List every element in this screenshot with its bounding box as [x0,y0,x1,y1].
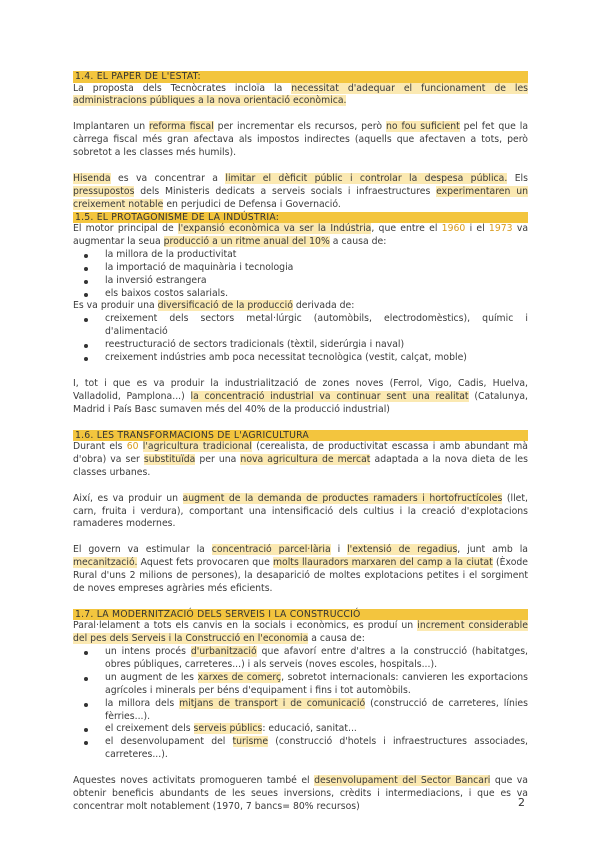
list-item: creixement indústries amb poca necessitat tecnològica (vestit, calçat, moble) [105,352,528,365]
text: per una [195,453,241,465]
list-item: la importació de maquinària i tecnologia [105,262,528,275]
text: a causa de: [329,235,387,247]
highlight: substituïda [143,453,196,465]
text: (cerealista, de productivitat escassa i amb abundant mà d'obra) va ser [73,441,528,465]
highlight: nova agricultura de mercat [240,453,371,465]
paragraph [73,121,528,160]
list-item: creixement dels sectors metal·lúrgic (automòbils, electrodomèstics), químic i d'alimentació [105,313,528,338]
highlight: l'extensió de regadius [347,544,458,556]
text: un intens procés [105,646,191,658]
text: I, tot i que es va produir la industrialització de zones noves (Ferrol, Vigo, Cadis, Huelva, Valladolid, Pamplona...) [73,377,528,402]
text: dels Ministeris dedicats a serveis socials i infraestructures [134,185,437,197]
text: Aquest fets provocaren que [137,557,273,569]
text: Els [507,172,528,184]
text: adaptada a la nova dieta de les classes urbanes. [73,453,528,478]
text: la millora dels [105,697,180,709]
paragraph [73,223,528,249]
text: (llet, carn, fruita i verdura), comportant una intensificació dels cultius i la creació d'explotacions ramaderes modernes. [73,492,528,530]
text: : educació, sanitat... [262,723,357,735]
text: que afavorí entre d'altres a la construcció (habitatges, obres públiques, carreteres...) i als serveis (noves escoles, hospitals...). [105,646,528,670]
list-item: reestructuració de sectors tradicionals (tèxtil, siderúrgia i naval) [105,339,528,352]
text: (construcció d'hotels i infraestructures associades, carreteres...). [105,736,528,761]
text: Durant els [73,441,127,452]
list-item: els baixos costos salarials. [105,288,528,301]
text: Paral·lelament a tots els canvis en la socials i econòmics, es produí un [73,620,418,632]
highlight: diversificació de la producció [157,300,293,312]
paragraph [73,173,528,212]
text: i el [465,223,489,235]
highlight: d'urbanització [190,646,257,658]
text: (construcció de carreteres, línies fèrries...). [105,697,528,722]
text: per incrementar els recursos, però [213,121,386,133]
text: (Catalunya, Madrid i País Basc sumaven més del 40% de la producció industrial) [73,390,528,415]
section-title-1-4: 1.4. EL PAPER DE L'ESTAT: [73,71,528,83]
page-number: 2 [518,796,525,809]
section-title-1-5: 1.5. EL PROTAGONISME DE LA INDÚSTRIA: [73,212,528,224]
text: Implantaren un [73,121,150,133]
list-item [105,723,528,736]
highlight: xarxes de comerç [197,671,282,683]
bullet-list [73,646,528,762]
highlight: necessitat d'adequar el funcionament de les administracions públiques a la nova orientació econòmica. [73,82,529,107]
highlight: producció a un ritme anual del 10% [163,235,330,247]
highlight: mitjans de transport i de comunicació [179,697,366,709]
paragraph [73,378,528,417]
highlight: experimentaren un creixement notable [73,185,528,210]
text: el desenvolupament del [105,736,233,748]
paragraph [73,544,528,596]
highlight: l'agricultura tradicional [142,441,253,452]
paragraph [73,493,528,532]
text: , sobretot internacionals: canvieren les exportacions agrícoles i minerals per béns d'equipament i fins i tot automòbils. [105,671,528,696]
highlight: concentració parcel·lària [211,544,331,556]
highlight: limitar el dèficit públic i controlar la despesa pública. [225,172,508,184]
paragraph [73,775,528,814]
text: es va concentrar a [110,172,226,184]
highlight: augment de la demanda de productes ramaders i hortofructícoles [182,492,503,504]
text: El govern va estimular la [73,544,212,556]
highlight: no fou suficient [385,121,460,133]
text: que va obtenir beneficis abundants de les seues inversions, crèdits i intermediacions, i que es va concentrar molt notablement (1970, 7 bancs= 80% recursos) [73,775,529,812]
highlight: increment considerable del pes dels Serveis i la Construcció en l'economia [73,620,528,645]
text: , que entre el [371,223,442,235]
text: El motor principal de [73,223,178,235]
list-item [105,672,528,698]
highlight: turisme [232,736,269,748]
year: 60 [126,441,139,452]
text: , junt amb la [457,544,528,556]
year: 1973 [488,223,513,235]
highlight: la concentració industrial va continuar sent una realitat [190,390,469,402]
highlight: mecanització. [73,557,138,569]
highlight: pressupostos [73,185,135,197]
highlight: l'expansió econòmica va ser la Indústria [177,223,372,235]
text: i [330,544,348,556]
text: (Èxode Rural d'uns 2 milions de persones), la desaparició de moltes explotacions petites i el sorgiment de noves empreses agràries més eficients. [73,557,529,594]
bullet-list [73,313,528,365]
text: derivada de: [292,300,355,312]
text: Es va produir una [73,300,158,312]
list-item [105,698,528,724]
section-title-1-7: 1.7. LA MODERNITZACIÓ DELS SERVEIS I LA CONSTRUCCIÓ [73,609,528,621]
paragraph [73,300,528,313]
year: 1960 [441,223,466,235]
text: va augmentar la seua [73,223,529,247]
highlight: reforma fiscal [149,121,214,133]
text: el creixement dels [105,723,194,735]
bullet-list [73,249,528,301]
text: Així, es va produir un [73,492,183,504]
list-item: la millora de la productivitat [105,249,528,262]
list-item [105,736,528,762]
text: a causa de: [308,633,365,645]
paragraph [73,620,528,646]
paragraph [73,441,528,480]
list-item [105,646,528,672]
section-title-1-6: 1.6. LES TRANSFORMACIONS DE L'AGRICULTURA [73,430,528,442]
highlight: desenvolupament del Sector Bancari [314,775,491,787]
page-content [73,71,528,814]
highlight: molts llauradors marxaren del camp a la ciutat [272,557,493,569]
text: La proposta dels Tecnòcrates incloïa la [73,82,292,94]
paragraph [73,83,528,109]
text: un augment de les [105,671,198,683]
list-item: la inversió estrangera [105,275,528,288]
highlight: Hisenda [73,172,111,184]
text: en perjudici de Defensa i Governació. [163,198,341,210]
text: Aquestes noves activitats promogueren també el [73,775,315,787]
text: pel fet que la càrrega fiscal més gran afectava als impostos indirectes (aquells que afectaven a tots, però sobretot a les classes més humils). [73,121,529,159]
highlight: serveis públics [193,723,263,735]
